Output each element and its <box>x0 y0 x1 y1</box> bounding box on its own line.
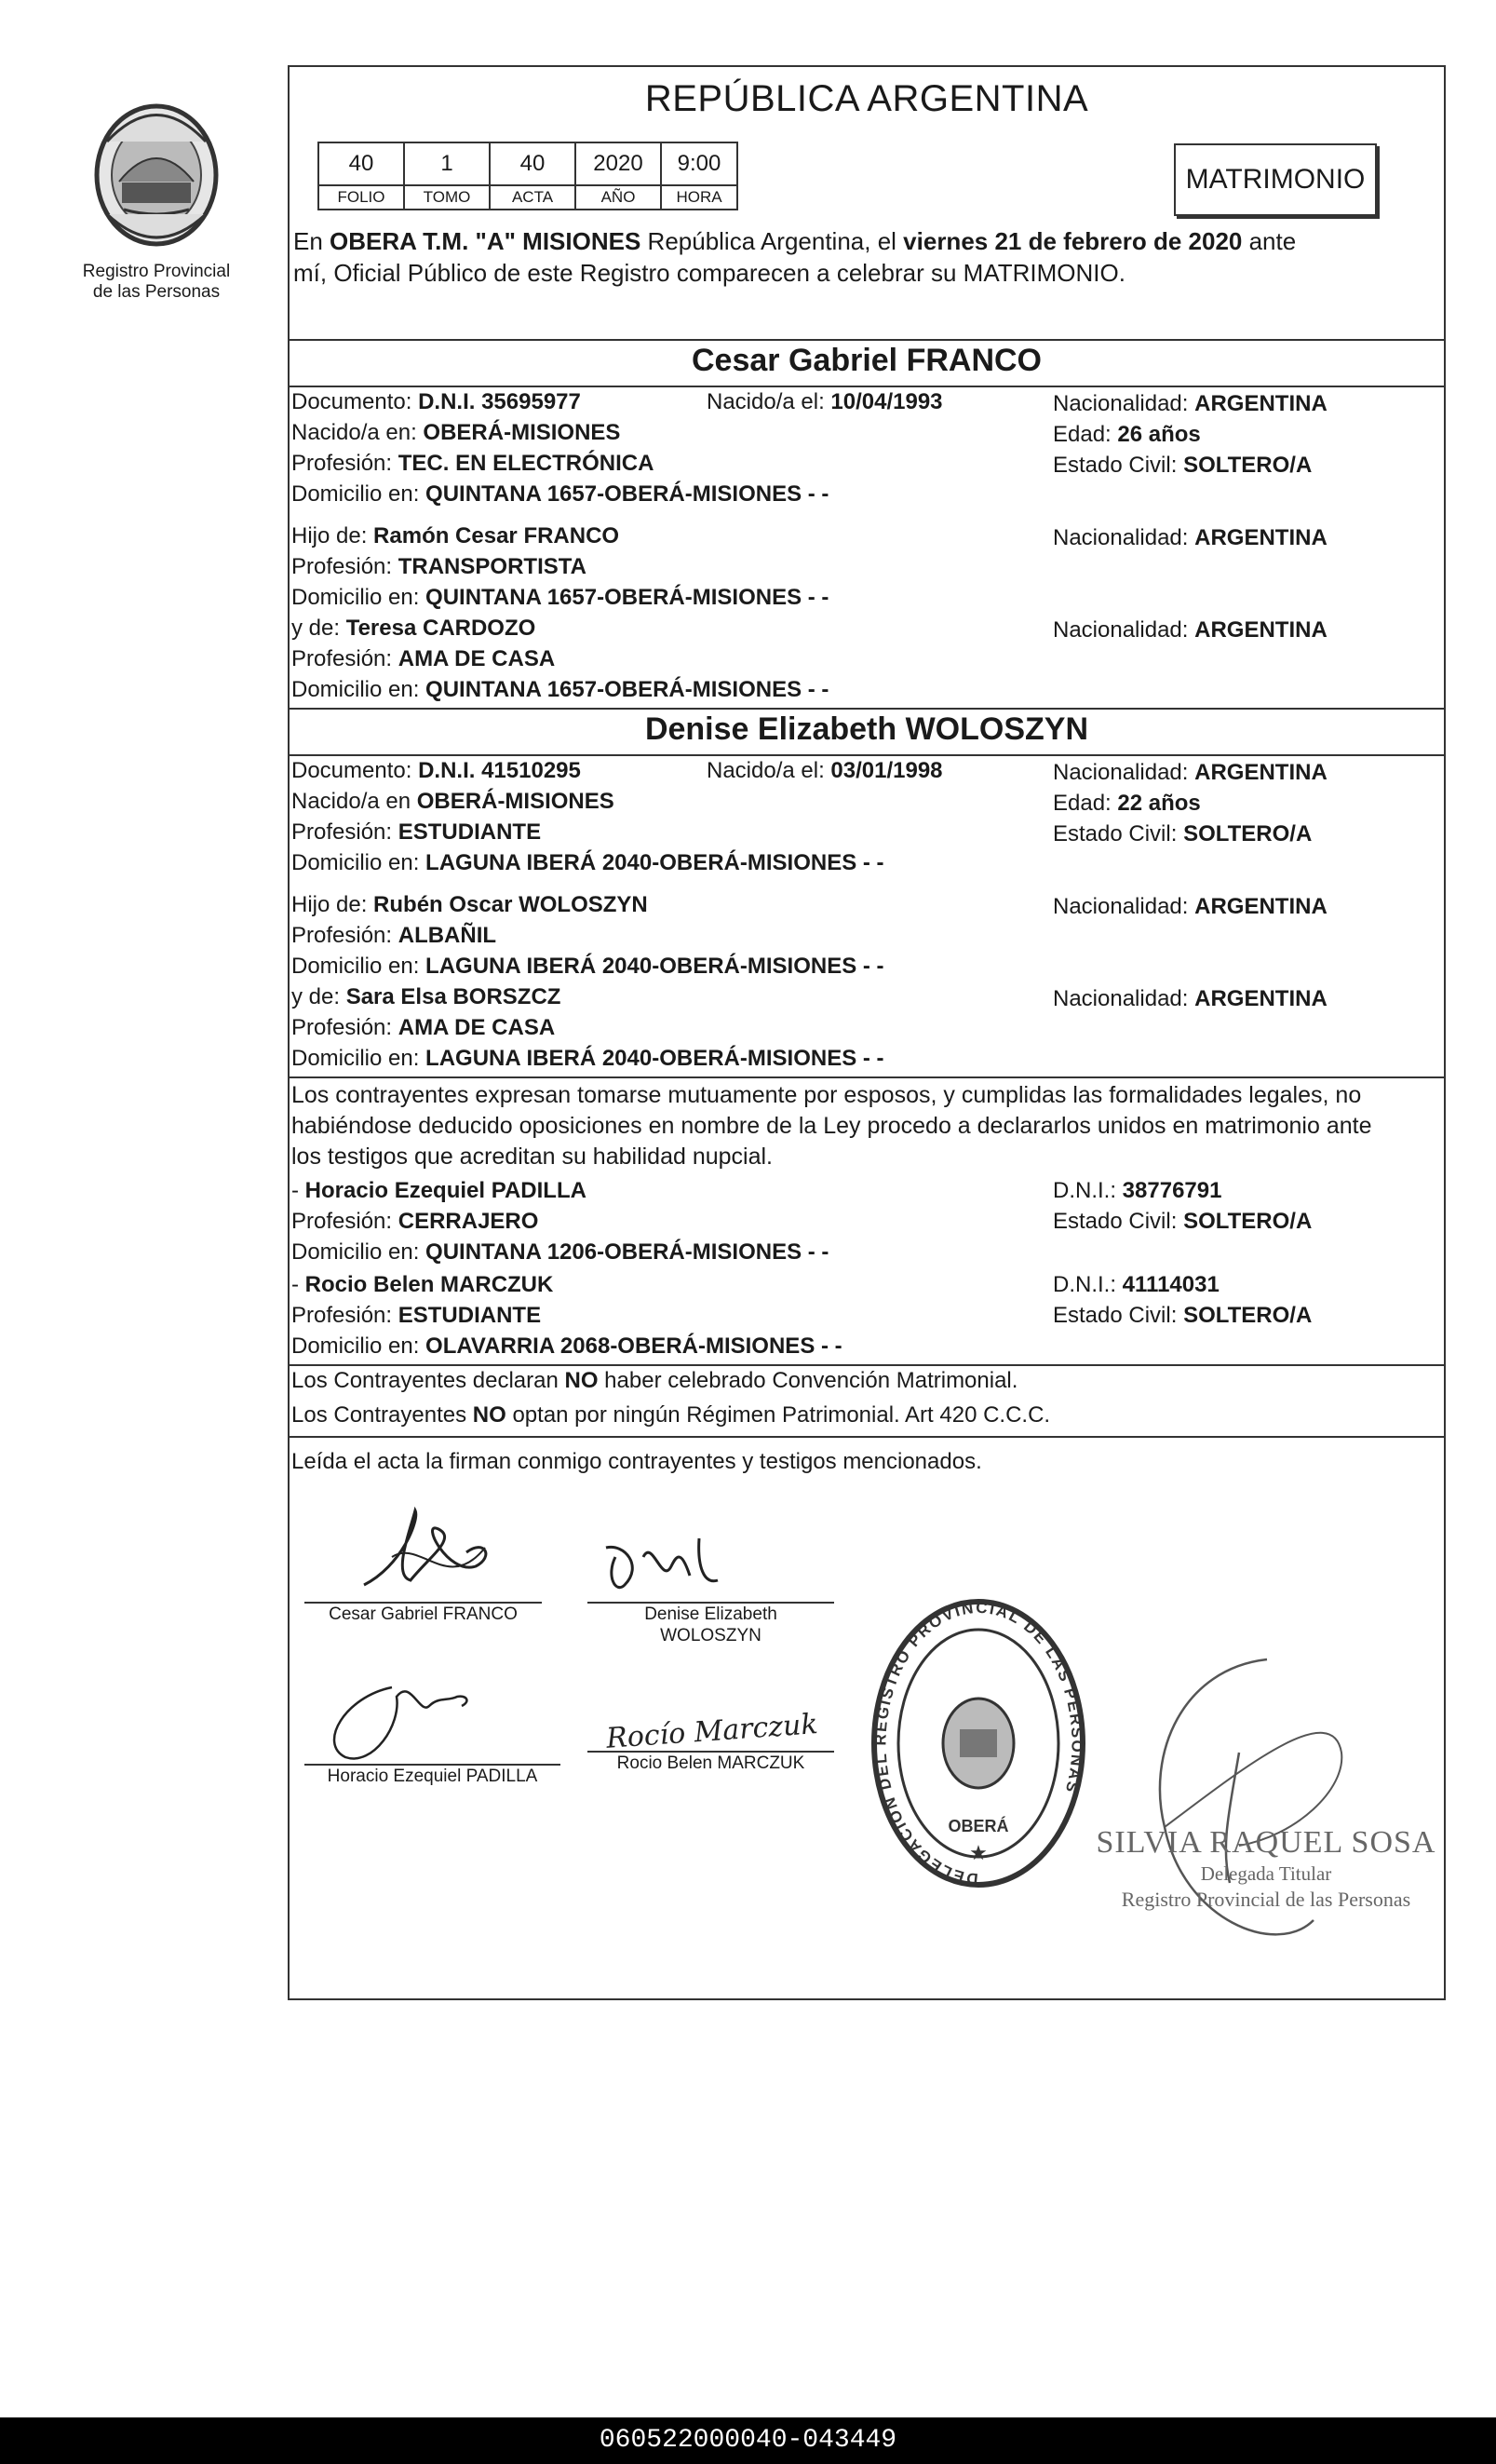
tomo-value: 1 <box>404 142 490 185</box>
intro-text-3: ante <box>1242 227 1297 255</box>
intro-line2: mí, Oficial Público de este Registro comparecen a celebrar su MATRIMONIO. <box>293 259 1125 287</box>
party1-mother-nationality <box>1053 617 1328 643</box>
value: LAGUNA IBERÁ 2040-OBERÁ-MISIONES - - <box>425 954 884 979</box>
value: LAGUNA IBERÁ 2040-OBERÁ-MISIONES - - <box>425 1046 884 1071</box>
officer-name: SILVIA RAQUEL SOSA <box>1096 1825 1436 1860</box>
party2-mother-address <box>291 1046 884 1072</box>
province-emblem-icon <box>87 93 226 251</box>
text: optan por ningún Régimen Patrimonial. Art 420 C.C.C. <box>505 1402 1051 1428</box>
value: Ramón Cesar FRANCO <box>373 523 620 548</box>
issuer-caption-line1: Registro Provincial <box>82 262 231 281</box>
label: Profesión: <box>291 1209 398 1234</box>
label: Estado Civil: <box>1053 1209 1184 1234</box>
value: 03/01/1998 <box>830 758 943 783</box>
value: 22 años <box>1117 791 1201 816</box>
label: Nacionalidad: <box>1053 525 1195 550</box>
value: SOLTERO/A <box>1183 1209 1313 1234</box>
value: 41114031 <box>1122 1272 1220 1297</box>
label: Nacionalidad: <box>1053 760 1195 785</box>
closing-statement: Leída el acta la firman conmigo contrayentes y testigos mencionados. <box>291 1449 982 1474</box>
witness2-profession <box>291 1303 541 1329</box>
officer-office: Registro Provincial de las Personas <box>1121 1888 1411 1911</box>
value: ARGENTINA <box>1194 525 1328 550</box>
party2-civil-status <box>1053 821 1312 847</box>
value: 26 años <box>1117 422 1201 447</box>
bullet: - <box>291 1178 305 1203</box>
signature-padilla <box>308 1669 522 1771</box>
label: y de: <box>291 616 346 641</box>
value: SOLTERO/A <box>1183 453 1313 478</box>
intro-paragraph <box>293 225 1442 289</box>
label: Profesión: <box>291 1303 398 1328</box>
divider <box>290 386 1444 387</box>
label: Domicilio en: <box>291 585 426 610</box>
caption-line: Denise Elizabeth <box>644 1604 777 1624</box>
anio-label: AÑO <box>575 185 661 210</box>
declaration-line3: los testigos que acreditan su habilidad nupcial. <box>291 1144 774 1170</box>
value: OBERÁ-MISIONES <box>416 789 614 814</box>
party1-age <box>1053 422 1201 448</box>
marriage-certificate <box>288 65 1446 2000</box>
bullet: - <box>291 1272 305 1297</box>
value: 10/04/1993 <box>830 389 943 414</box>
value: ARGENTINA <box>1194 894 1328 919</box>
label: Profesión: <box>291 451 398 476</box>
value: QUINTANA 1206-OBERÁ-MISIONES - - <box>425 1239 829 1265</box>
value: OLAVARRIA 2068-OBERÁ-MISIONES - - <box>425 1334 842 1359</box>
value: CERRAJERO <box>398 1209 539 1234</box>
party1-mother-address <box>291 677 829 703</box>
value: Teresa CARDOZO <box>345 616 536 641</box>
label: Domicilio en: <box>291 850 426 875</box>
divider <box>290 1364 1444 1366</box>
hora-value: 9:00 <box>661 142 737 185</box>
value: Sara Elsa BORSZCZ <box>345 984 561 1009</box>
label: Domicilio en: <box>291 1046 426 1071</box>
negation: NO <box>472 1402 506 1428</box>
value: ARGENTINA <box>1194 617 1328 643</box>
convention-line1 <box>291 1368 1018 1394</box>
anio-value: 2020 <box>575 142 661 185</box>
label: Profesión: <box>291 554 398 579</box>
party2-age <box>1053 791 1201 817</box>
label: Hijo de: <box>291 523 374 548</box>
value: TRANSPORTISTA <box>398 554 586 579</box>
signature-caption-padilla: Horacio Ezequiel PADILLA <box>327 1767 538 1786</box>
divider <box>290 1436 1444 1438</box>
label: Nacionalidad: <box>1053 391 1195 416</box>
convention-line2 <box>291 1402 1050 1428</box>
value: SOLTERO/A <box>1183 1303 1313 1328</box>
party2-father-profession <box>291 923 496 949</box>
label: Domicilio en: <box>291 481 426 507</box>
witness1-civil-status <box>1053 1209 1312 1235</box>
label: Domicilio en: <box>291 677 426 702</box>
party2-address <box>291 850 884 876</box>
party2-mother <box>291 984 560 1010</box>
value: AMA DE CASA <box>398 646 556 671</box>
party2-nationality <box>1053 760 1328 786</box>
label: Edad: <box>1053 422 1118 447</box>
stamp-bottom-text: OBERÁ <box>948 1817 1009 1835</box>
declaration-line1: Los contrayentes expresan tomarse mutuamente por esposos, y cumplidas las formalidades legales, no <box>291 1082 1362 1108</box>
label: Domicilio en: <box>291 1239 426 1265</box>
value: QUINTANA 1657-OBERÁ-MISIONES - - <box>425 585 829 610</box>
label: Documento: <box>291 758 419 783</box>
signature-marczuk: Rocío Marczuk <box>605 1708 819 1755</box>
value: LAGUNA IBERÁ 2040-OBERÁ-MISIONES - - <box>425 850 884 875</box>
value: AMA DE CASA <box>398 1015 556 1040</box>
party2-birthplace <box>291 789 614 815</box>
witness1-dni <box>1053 1178 1221 1204</box>
label: Profesión: <box>291 923 398 948</box>
party1-father-profession <box>291 554 586 580</box>
registry-table <box>317 142 738 210</box>
negation: NO <box>564 1368 599 1393</box>
party1-document <box>291 389 581 415</box>
value: ESTUDIANTE <box>398 1303 542 1328</box>
party2-mother-nationality <box>1053 986 1328 1012</box>
signature-caption-marczuk: Rocio Belen MARCZUK <box>616 1753 805 1773</box>
value: OBERÁ-MISIONES <box>423 420 621 445</box>
value: ESTUDIANTE <box>398 819 542 845</box>
party1-dni: D.N.I. 35695977 <box>418 389 581 414</box>
value: Rubén Oscar WOLOSZYN <box>373 892 648 917</box>
stamp-ring-text: DELEGACION DEL REGISTRO PROVINCIAL DE LAS PERSONAS <box>871 1598 1086 1889</box>
divider <box>290 339 1444 341</box>
officer-stamp <box>1089 1825 1443 1912</box>
party2-mother-profession <box>291 1015 555 1041</box>
act-type-box: MATRIMONIO <box>1174 143 1377 216</box>
label: Nacido/a en <box>291 789 417 814</box>
acta-value: 40 <box>490 142 575 185</box>
party2-document <box>291 758 581 784</box>
label: Domicilio en: <box>291 954 426 979</box>
value: QUINTANA 1657-OBERÁ-MISIONES - - <box>425 481 829 507</box>
witness1-name <box>291 1178 586 1204</box>
folio-value: 40 <box>318 142 404 185</box>
hora-label: HORA <box>661 185 737 210</box>
party1-father <box>291 523 619 549</box>
label: Documento: <box>291 389 419 414</box>
value: TEC. EN ELECTRÓNICA <box>398 451 654 476</box>
svg-text:★: ★ <box>969 1841 988 1864</box>
divider <box>290 708 1444 710</box>
party1-civil-status <box>1053 453 1312 479</box>
witness1-profession <box>291 1209 538 1235</box>
party1-mother <box>291 616 535 642</box>
label: Profesión: <box>291 819 398 845</box>
party1-father-address <box>291 585 829 611</box>
label: Profesión: <box>291 1015 398 1040</box>
witness2-dni <box>1053 1272 1220 1298</box>
party2-father-address <box>291 954 884 980</box>
party1-profession <box>291 451 654 477</box>
value: SOLTERO/A <box>1183 821 1313 846</box>
divider <box>290 754 1444 756</box>
label: Profesión: <box>291 646 398 671</box>
document-title: REPÚBLICA ARGENTINA <box>644 78 1089 119</box>
signature-caption-franco: Cesar Gabriel FRANCO <box>329 1604 518 1624</box>
label: Nacionalidad: <box>1053 894 1195 919</box>
witness2-civil-status <box>1053 1303 1312 1329</box>
label: Estado Civil: <box>1053 821 1184 846</box>
party2-birthdate <box>707 758 943 784</box>
intro-date: viernes 21 de febrero de 2020 <box>903 227 1243 255</box>
label: Hijo de: <box>291 892 374 917</box>
acta-label: ACTA <box>490 185 575 210</box>
party1-address <box>291 481 829 508</box>
label: Nacionalidad: <box>1053 617 1195 643</box>
tomo-label: TOMO <box>404 185 490 210</box>
declaration <box>291 1080 1442 1172</box>
text: Los Contrayentes <box>291 1402 473 1428</box>
party2-dni: D.N.I. 41510295 <box>418 758 581 783</box>
witness2-name <box>291 1272 553 1298</box>
party2-name: Denise Elizabeth WOLOSZYN <box>644 711 1089 747</box>
label: Nacido/a en: <box>291 420 424 445</box>
signature-caption-woloszyn <box>587 1604 834 1646</box>
value: ARGENTINA <box>1194 760 1328 785</box>
value: ALBAÑIL <box>398 923 497 948</box>
value: ARGENTINA <box>1194 986 1328 1011</box>
declaration-line2: habiéndose deducido oposiciones en nombre de la Ley procedo a declararlos unidos en matrimonio ante <box>291 1113 1372 1139</box>
party1-birthdate <box>707 389 943 415</box>
document-code: 060522000040-043449 <box>0 2417 1496 2464</box>
label: Nacionalidad: <box>1053 986 1195 1011</box>
caption-line: WOLOSZYN <box>660 1626 761 1645</box>
party1-birthplace <box>291 420 620 446</box>
party2-father-nationality <box>1053 894 1328 920</box>
intro-place: OBERA T.M. "A" MISIONES <box>330 227 641 255</box>
party1-name: Cesar Gabriel FRANCO <box>692 343 1042 378</box>
party1-nationality <box>1053 391 1328 417</box>
party1-mother-profession <box>291 646 555 672</box>
divider <box>290 1076 1444 1078</box>
label: D.N.I.: <box>1053 1178 1123 1203</box>
value: Horacio Ezequiel PADILLA <box>304 1178 586 1203</box>
registry-office-stamp-icon <box>867 1594 1090 1892</box>
witness1-address <box>291 1239 829 1266</box>
label: Domicilio en: <box>291 1334 426 1359</box>
signature-woloszyn <box>587 1529 736 1604</box>
value: Rocio Belen MARCZUK <box>304 1272 554 1297</box>
text: Los Contrayentes declaran <box>291 1368 565 1393</box>
issuer-logo <box>63 93 249 303</box>
value: 38776791 <box>1122 1178 1222 1203</box>
text: haber celebrado Convención Matrimonial. <box>598 1368 1018 1393</box>
label: Estado Civil: <box>1053 453 1184 478</box>
value: ARGENTINA <box>1194 391 1328 416</box>
party1-father-nationality <box>1053 525 1328 551</box>
label: y de: <box>291 984 346 1009</box>
intro-text: En <box>293 227 330 255</box>
party2-profession <box>291 819 541 846</box>
value: QUINTANA 1657-OBERÁ-MISIONES - - <box>425 677 829 702</box>
label: D.N.I.: <box>1053 1272 1123 1297</box>
signature-franco <box>345 1501 532 1604</box>
witness2-address <box>291 1334 842 1360</box>
intro-text-2: República Argentina, el <box>640 227 904 255</box>
label: Nacido/a el: <box>707 389 831 414</box>
label: Edad: <box>1053 791 1118 816</box>
issuer-caption-line2: de las Personas <box>92 282 221 302</box>
folio-label: FOLIO <box>318 185 404 210</box>
party2-father <box>291 892 648 918</box>
label: Nacido/a el: <box>707 758 831 783</box>
officer-title: Delegada Titular <box>1200 1862 1332 1885</box>
label: Estado Civil: <box>1053 1303 1184 1328</box>
